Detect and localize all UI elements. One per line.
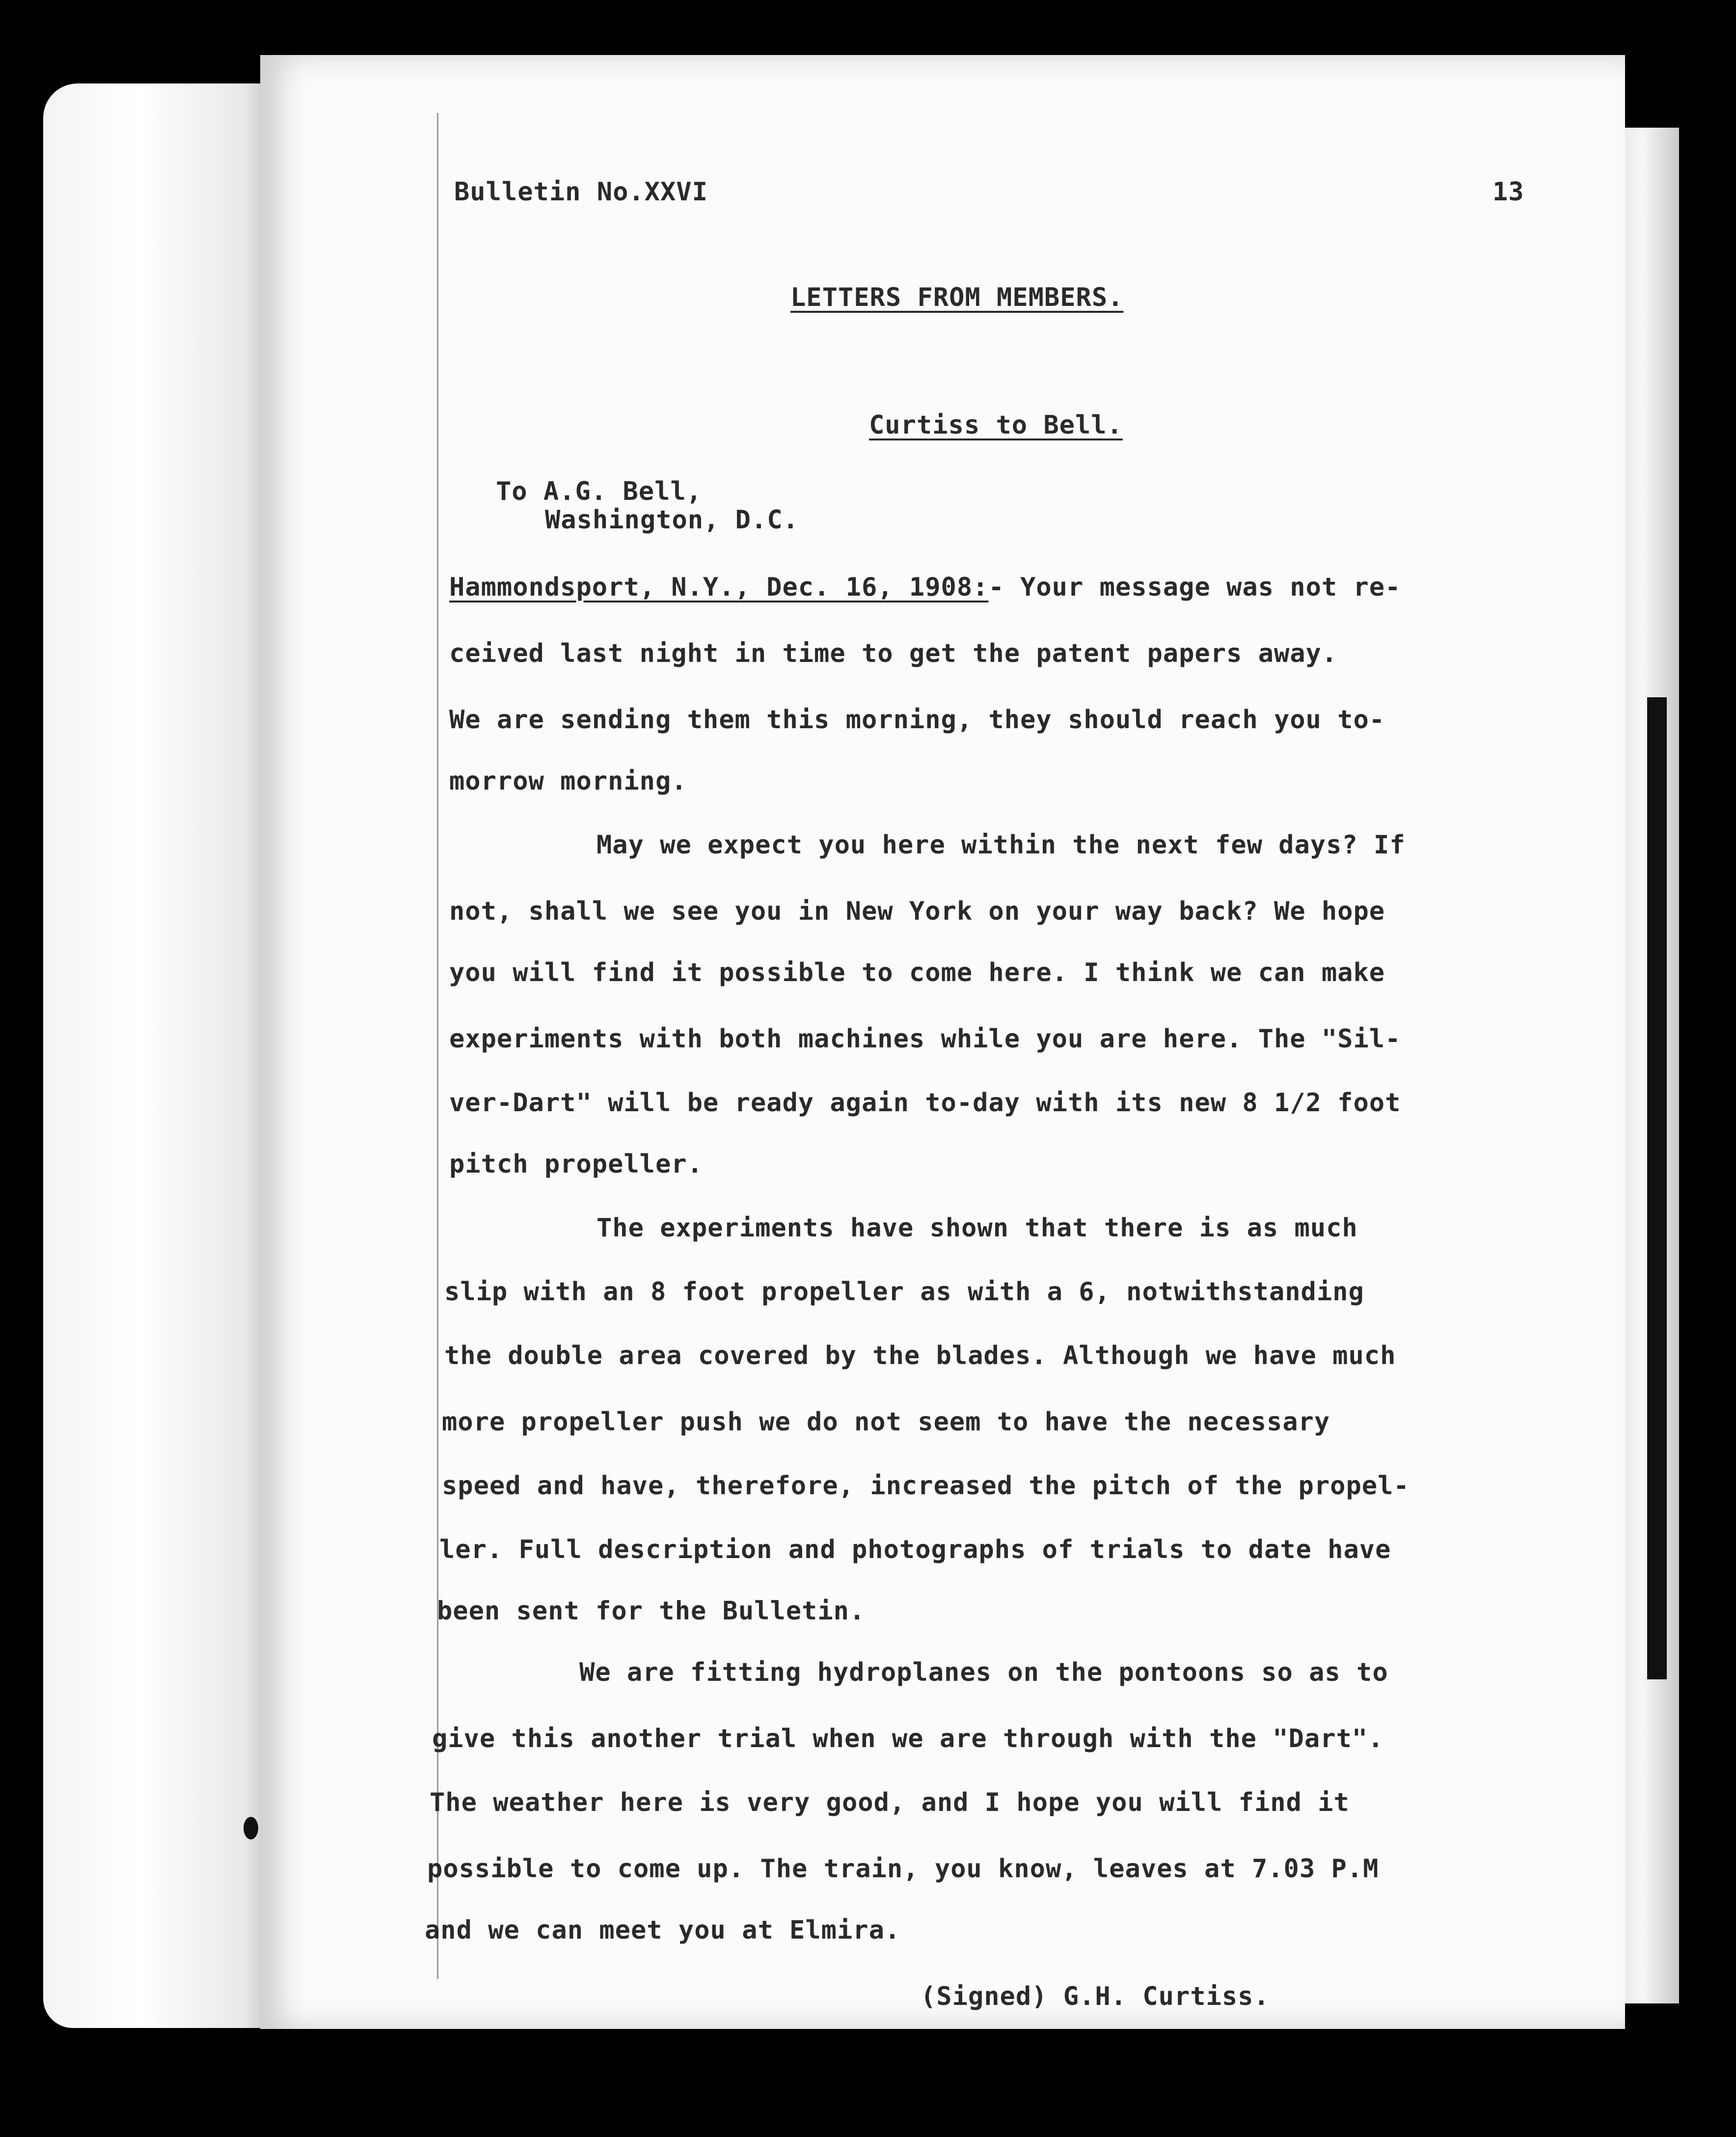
- letter-line: more propeller push we do not seem to have the necessary: [442, 1407, 1330, 1437]
- dateline: Hammondsport, N.Y., Dec. 16, 1908:: [449, 573, 989, 602]
- letter-line: ler. Full description and photographs of trials to date have: [439, 1535, 1391, 1564]
- letter-line: May we expect you here within the next few days? If: [597, 830, 1406, 860]
- letter-line: the double area covered by the blades. Although we have much: [444, 1341, 1396, 1370]
- page-edges-shadow: [1647, 697, 1667, 1679]
- letter-line: and we can meet you at Elmira.: [425, 1916, 901, 1945]
- letter-line: been sent for the Bulletin.: [437, 1596, 866, 1626]
- letter-line: The experiments have shown that there is as much: [597, 1213, 1358, 1243]
- letter-line: pitch propeller.: [449, 1150, 703, 1179]
- letter-line: We are sending them this morning, they should reach you to-: [449, 705, 1385, 735]
- dateline-rest: - Your message was not re-: [988, 573, 1401, 602]
- letter-line: ceived last night in time to get the patent papers away.: [449, 639, 1338, 668]
- letter-line: [449, 575, 1401, 600]
- letter-line: not, shall we see you in New York on your way back? We hope: [449, 897, 1385, 926]
- letter-line: ver-Dart" will be ready again to-day with its new 8 1/2 foot: [449, 1088, 1401, 1118]
- letter-title: Curtiss to Bell.: [869, 411, 1123, 440]
- address-line-2: Washington, D.C.: [545, 505, 799, 535]
- letter-line: We are fitting hydroplanes on the pontoons so as to: [579, 1658, 1388, 1687]
- letter-line: possible to come up. The train, you know, leaves at 7.03 P.M: [427, 1854, 1379, 1884]
- letter-line: speed and have, therefore, increased the pitch of the propel-: [442, 1471, 1410, 1501]
- letter-line: morrow morning.: [449, 767, 687, 796]
- letter-line: slip with an 8 foot propeller as with a 6, notwithstanding: [444, 1277, 1364, 1307]
- section-title: LETTERS FROM MEMBERS.: [790, 283, 1124, 312]
- letter-line: The weather here is very good, and I hope you will find it: [430, 1788, 1350, 1817]
- letter-line: give this another trial when we are through with the "Dart".: [432, 1724, 1384, 1753]
- binding-line: [437, 113, 438, 1979]
- letter-line: you will find it possible to come here. I think we can make: [449, 958, 1385, 987]
- letter-line: experiments with both machines while you are here. The "Sil-: [449, 1024, 1401, 1054]
- signature: (Signed) G.H. Curtiss.: [921, 1982, 1270, 2011]
- page-number: 13: [1492, 177, 1524, 207]
- left-binder-page: [43, 83, 279, 2028]
- punch-hole-bottom: [244, 1817, 258, 1839]
- address-line-1: To A.G. Bell,: [496, 477, 702, 506]
- bulletin-header: Bulletin No.XXVI: [454, 177, 708, 207]
